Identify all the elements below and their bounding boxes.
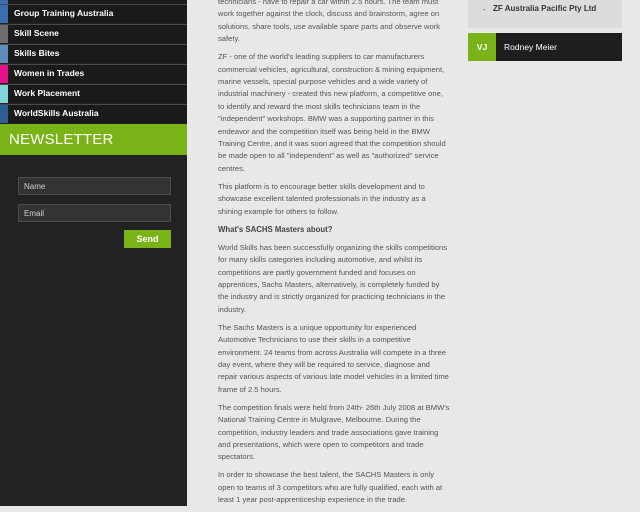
- sponsor-link[interactable]: ZF Australia Pacific Pty Ltd: [493, 4, 597, 13]
- newsletter-email-field[interactable]: Email: [18, 204, 171, 222]
- sidebar-item-label: Work Placement: [14, 88, 80, 98]
- newsletter-send-button[interactable]: Send: [124, 230, 171, 248]
- newsletter-name-field[interactable]: Name: [18, 177, 171, 195]
- sidebar-item-stripe: [0, 5, 8, 23]
- article-body: [218, 0, 450, 512]
- newsletter-title: NEWSLETTER: [9, 131, 114, 148]
- newsletter-header: [0, 124, 187, 155]
- article-paragraph: The Sachs Masters is a unique opportunity for experienced Automotive Technicians to use their skills in a competitive environment. 24 teams from across Australia will compete in a three day event, where they will be required to service, diagnose and repair various aspects of various late model vehicles in a limited time frame of 2.5 hours.: [218, 322, 449, 394]
- sidebar-item-stripe: [0, 105, 8, 123]
- main-content: [187, 0, 455, 506]
- sidebar-item-label: Skills Bites: [14, 48, 60, 58]
- sidebar-item-work-placement[interactable]: [0, 84, 187, 103]
- sidebar-item-women-in-trades[interactable]: [0, 64, 187, 83]
- article-paragraph: ZF - one of the world's leading suppliers to car manufacturers commercial vehicles, agricultural, construction & mining equipment, marine vessels, special purpose vehicles and a wide variety of industrial machinery - created this new platform, a competitive one, to identify and reward the most skills technicians team in the "independent" workshops. BMW was a supporting partner in this endeavor and the competition itself was being held in the BMW Training Centre, and it was soon agreed that the competition should be made open to all "independent" as well as "authorized" service centres.: [218, 52, 446, 173]
- member-initials-badge: VJ: [468, 33, 496, 61]
- article-paragraph: The competition finals were held from 24th- 26th July 2008 at BMW's National Training Centre in Mulgrave, Melbourne. During the competition, industry leaders and trade associations gave training and presentations, which were open to competitors and trade spectators.: [218, 402, 450, 462]
- sidebar-item-group-training-australia[interactable]: [0, 4, 187, 23]
- sidebar-item-worldskills-australia[interactable]: [0, 104, 187, 123]
- sidebar-item-skill-scene[interactable]: [0, 24, 187, 43]
- sidebar-item-stripe: [0, 65, 8, 83]
- sidebar-item-label: Skill Scene: [14, 28, 59, 38]
- sidebar-item-label: Women in Trades: [14, 68, 85, 78]
- right-column: [455, 0, 640, 506]
- article-paragraph: technicians - have to repair a car within 2.5 hours. The team must work together against the clock, discuss and brainstorm, agree on solutions, share tools, use available spare parts and observe work safety.: [218, 0, 441, 44]
- sidebar-item-stripe: [0, 85, 8, 103]
- member-name: Rodney Meier: [504, 42, 557, 52]
- sidebar-item-skills-bites[interactable]: [0, 44, 187, 63]
- sponsor-bullet: -: [483, 5, 486, 14]
- article-paragraph: World Skills has been successfully organizing the skills competitions for many skills categories including automotive, and whilst its competitions are partly government funded and focuses on apprentices, Sachs Masters, alternatively, is completely funded by the industry and is strictly organized for practicing technicians in the industry.: [218, 242, 448, 314]
- article-paragraph: This platform is to encourage better skills development and to showcase excellent talented professionals in the industry as a shining example for others to follow.: [218, 181, 426, 216]
- team-member-row[interactable]: [468, 33, 622, 61]
- sidebar-item-stripe: [0, 25, 8, 43]
- article-subheading: What's SACHS Masters about?: [218, 224, 333, 234]
- sidebar-item-stripe: [0, 45, 8, 63]
- sponsor-box: [468, 0, 622, 28]
- sidebar-item-label: WorldSkills Australia: [14, 108, 99, 118]
- sidebar-item-label: Group Training Australia: [14, 8, 114, 18]
- article-paragraph: In order to showcase the best talent, the SACHS Masters is only open to teams of 3 competitors who are fully qualified, each with at least 1 year post-apprenticeship experience in the trade.: [218, 470, 443, 505]
- sidebar: [0, 0, 187, 506]
